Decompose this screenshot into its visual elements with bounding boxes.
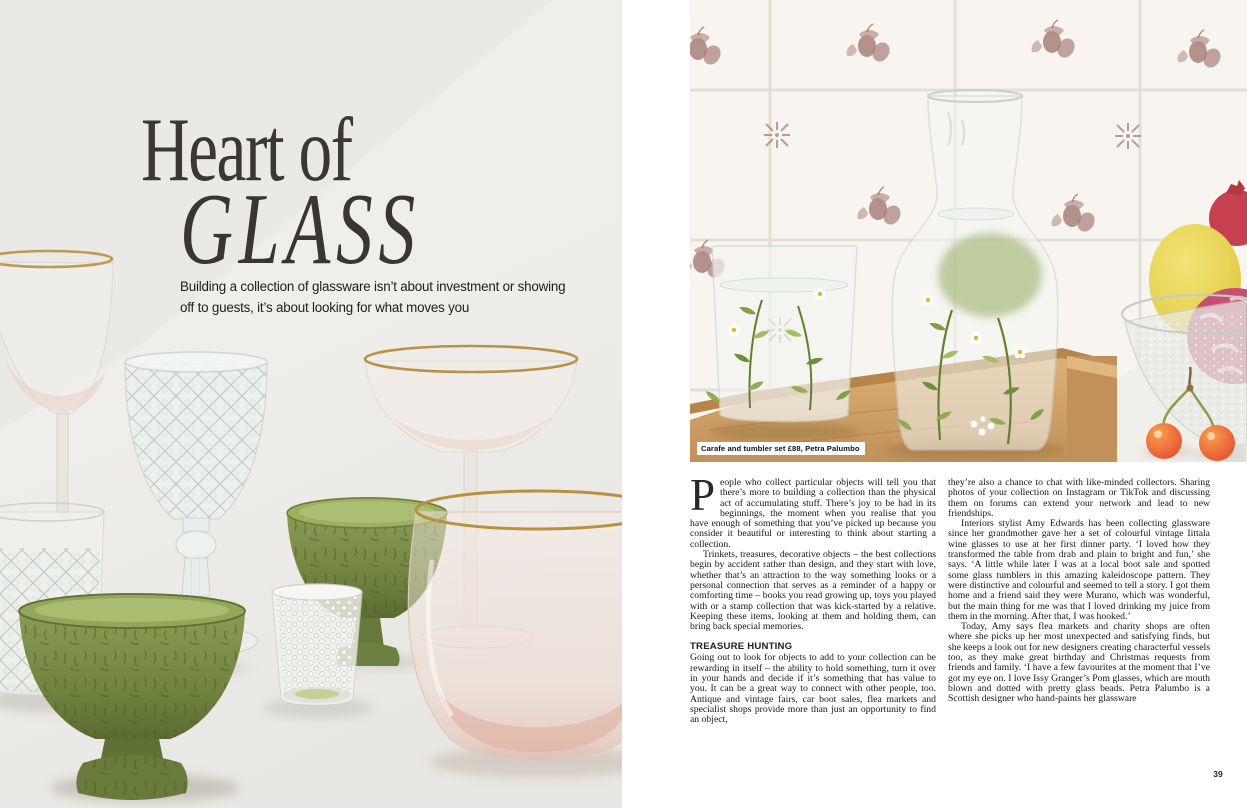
painted-tumbler [704,246,857,422]
body-paragraph: they’re also a chance to chat with like-minded collectors. Sharing photos of your collection on Instagram or TikTok and discussing them on forums can extend your network and lead to new friendships. [948,477,1210,519]
feature-title [141,99,601,286]
page-number: 39 [1213,769,1223,779]
drop-cap: P [690,470,716,520]
body-paragraph: Trinkets, treasures, decorative objects – the best collections begin by accident rather than design, and they start with love, whether that’s an attraction to the way something looks or a personal connection that serves as a reminder of a happy or comforting time – books you read growing up, toys you played with or a stamp collection that was kick-started by a relative. Keeping these items, looking at them and holding them, can bring back special memories. [690,549,936,633]
body-paragraph: Interiors stylist Amy Edwards has been collecting glassware since her grandmother gave her a set of colourful vintage Iittala wine glasses to use at her first dinner party. ‘I loved how they transformed the table from drab and plain to bright and fun,’ she says. ‘A little while later I was at a local boot sale and spotted some glass tumblers in this amazing kaleidoscope pattern. They were distinctive and colourful and seemed to tell a story. I got them home and a friend said they were Murano, which was wonderful, but the main thing for me was that I loved drinking my juice from them in the morning. After that, I was hooked.’ [948,518,1210,622]
article-column [690,470,936,726]
hobnail-votive [272,584,362,706]
article-column [948,478,1210,705]
standfirst-line: off to guests, it’s about looking for what moves you [180,299,470,315]
right-photo-carafe-still-life [690,0,1247,462]
body-paragraph: Going out to look for objects to add to your collection can be rewarding in itself – the ability to hold something, turn it over in your hands and decide if it’s something that has value to you. It can be a great way to connect with other people, too. Antique and vintage fairs, car boot sales, flea markets and specialist shops provide more than just an opportunity to find an object, [690,652,936,726]
feature-title-line2: GLASS [180,173,421,286]
standfirst [180,277,600,318]
photo-caption: Carafe and tumbler set £88, Petra Palumbo [697,442,865,455]
stemless-wine-glass [408,491,622,761]
body-paragraph: People who collect particular objects will tell you that there’s more to building a collection than the physical act of accumulating stuff. There’s joy to be had in its beginnings, the moment when you realise that you have enough of something that you’ve picked up because you consider it beautiful or interesting to think about starting a collection. [690,470,936,550]
section-heading: TREASURE HUNTING [690,641,793,653]
feature-title-line1: Heart of [141,99,352,200]
standfirst-line: Building a collection of glassware isn’t about investment or showing [180,279,566,294]
body-paragraph: Today, Amy says flea markets and charity shops are often where she picks up her most unexpected and satisfying finds, but she keeps a look out for new designers creating characterful vessels too, as they make great birthday and Christmas requests from friends and family. ‘I have a few favourites at the moment that I’ve got my eye on. I love Issy Granger’s Pom glasses, which are mouth blown and dotted with pretty glass beads. Petra Palumbo is a Scottish designer who hand-paints her glassware [948,621,1211,705]
